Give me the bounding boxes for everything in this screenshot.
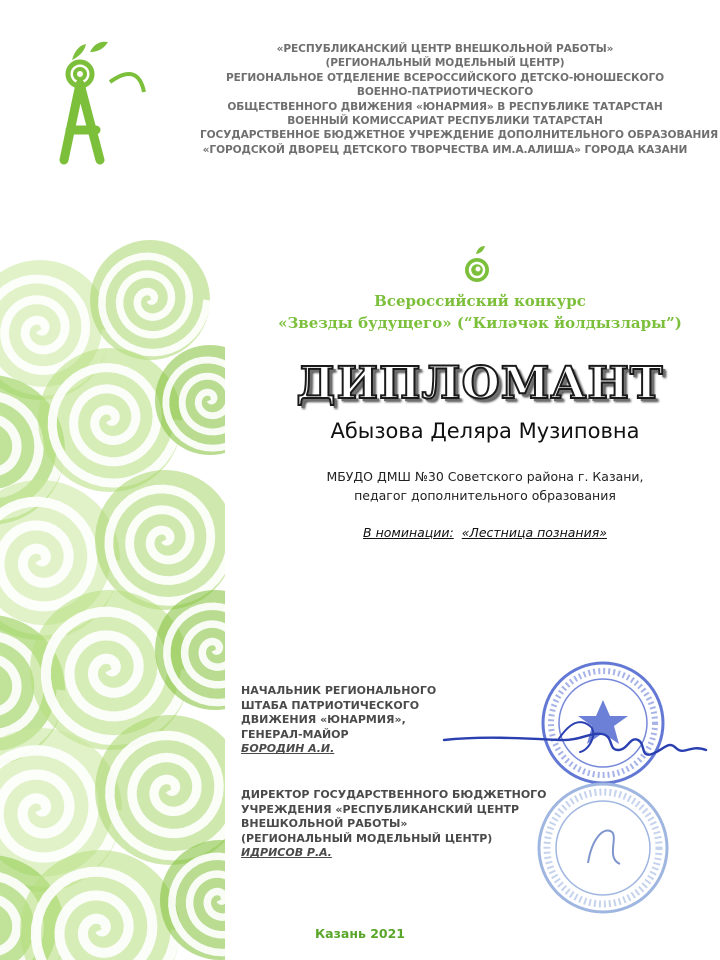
signatory-title-line: ГЕНЕРАЛ-МАЙОР	[241, 727, 349, 741]
city-year: Казань 2021	[314, 926, 406, 941]
recipient-organization	[250, 467, 720, 505]
contest-line-1: Всероссийский конкурс	[374, 292, 586, 310]
signatory-title-line: УЧРЕЖДЕНИЯ «РЕСПУБЛИКАНСКИЙ ЦЕНТР	[241, 802, 520, 816]
nomination-label: В номинации:	[363, 525, 454, 540]
signature	[440, 710, 710, 780]
issuing-organizations	[200, 42, 719, 157]
recipient-name: Абызова Деляра Музиповна	[330, 419, 640, 443]
contest-line-2: «Звезды будущего» (“Киләчәк йолдызлары”)	[278, 314, 682, 332]
apple-swirl-icon	[460, 246, 496, 286]
header-line: (РЕГИОНАЛЬНЫЙ МОДЕЛЬНЫЙ ЦЕНТР)	[325, 57, 565, 70]
diploma-title: ДИПЛОМАНТ	[296, 358, 664, 409]
header-line: «РЕСПУБЛИКАНСКИЙ ЦЕНТР ВНЕШКОЛЬНОЙ РАБОТЫ»	[276, 43, 614, 55]
organization-line-1: МБУДО ДМШ №30 Советского района г. Казани,	[326, 469, 644, 484]
header-line: ОБЩЕСТВЕННОГО ДВИЖЕНИЯ «ЮНАРМИЯ» В РЕСПУБЛИКЕ ТАТАРСТАН	[227, 100, 663, 113]
signatory-2	[241, 788, 547, 861]
apple-swirl-logo-icon	[50, 30, 150, 170]
header-line: ВОЕННЫЙ КОМИССАРИАТ РЕСПУБЛИКИ ТАТАРСТАН	[287, 115, 603, 128]
signatory-name: ИДРИСОВ Р.А.	[241, 846, 332, 860]
signatory-title-line: ДВИЖЕНИЯ «ЮНАРМИЯ»,	[241, 713, 406, 727]
signatory-title-line: ШТАБА ПАТРИОТИЧЕСКОГО	[241, 698, 420, 712]
header-line: ВОЕННО-ПАТРИОТИЧЕСКОГО	[356, 86, 534, 99]
organization-stamp-icon	[528, 778, 678, 918]
header-line: РЕГИОНАЛЬНОЕ ОТДЕЛЕНИЕ ВСЕРОССИЙСКОГО ДЕТСКО-ЮНОШЕСКОГО	[225, 71, 665, 84]
header-line: ГОСУДАРСТВЕННОЕ БЮДЖЕТНОЕ УЧРЕЖДЕНИЕ ДОПОЛНИТЕЛЬНОГО ОБРАЗОВАНИЯ	[200, 129, 719, 142]
signatory-title-line: (РЕГИОНАЛЬНЫЙ МОДЕЛЬНЫЙ ЦЕНТР)	[241, 831, 493, 845]
signatory-title-line: НАЧАЛЬНИК РЕГИОНАЛЬНОГО	[241, 684, 437, 697]
organization-line-2: педагог дополнительного образования	[354, 488, 616, 503]
signatory-title-line: ВНЕШКОЛЬНОЙ РАБОТЫ»	[241, 817, 408, 831]
nomination-value: «Лестница познания»	[461, 525, 607, 540]
contest-title	[250, 290, 710, 334]
signatory-title-line: ДИРЕКТОР ГОСУДАРСТВЕННОГО БЮДЖЕТНОГО	[241, 788, 547, 801]
signatory-1	[241, 684, 436, 757]
signatory-name: БОРОДИН А.И.	[241, 742, 335, 756]
nomination	[250, 525, 720, 540]
header-line: «ГОРОДСКОЙ ДВОРЕЦ ДЕТСКОГО ТВОРЧЕСТВА ИМ.А.АЛИША» ГОРОДА КАЗАНИ	[202, 143, 688, 156]
